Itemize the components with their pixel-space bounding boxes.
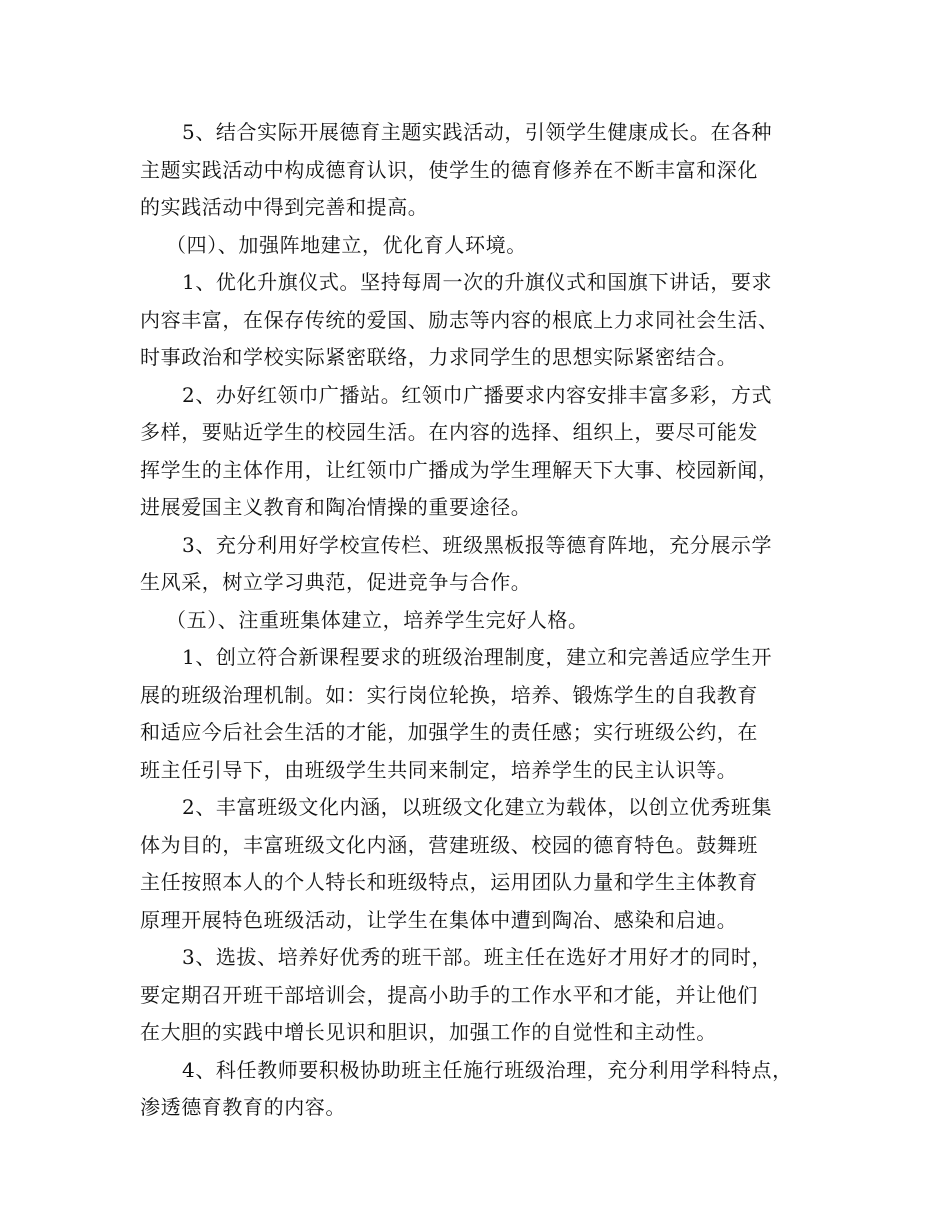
paragraph-line: 多样，要贴近学生的校园生活。在内容的选择、组织上，要尽可能发	[140, 420, 758, 444]
paragraph-line: 1、创立符合新课程要求的班级治理制度，建立和完善适应学生开	[182, 645, 773, 669]
paragraph-line: 5、结合实际开展德育主题实践活动，引领学生健康成长。在各种	[182, 120, 773, 144]
paragraph-line: 内容丰富，在保存传统的爱国、励志等内容的根底上力求同社会生活、	[140, 307, 779, 332]
paragraph-line: 渗透德育教育的内容。	[140, 1095, 346, 1119]
paragraph-line: 要定期召开班干部培训会，提高小助手的工作水平和才能，并让他们	[140, 982, 758, 1007]
paragraph-line: 展的班级治理机制。如：实行岗位轮换，培养、锻炼学生的自我教育	[140, 682, 758, 707]
paragraph-line: 3、充分利用好学校宣传栏、班级黑板报等德育阵地，充分展示学	[182, 532, 773, 557]
paragraph-line: 2、办好红领巾广播站。红领巾广播要求内容安排丰富多彩，方式	[182, 382, 773, 407]
paragraph-line: 1、优化升旗仪式。坚持每周一次的升旗仪式和国旗下讲话，要求	[182, 270, 773, 294]
paragraph-line: 在大胆的实践中增长见识和胆识，加强工作的自觉性和主动性。	[140, 1020, 717, 1044]
paragraph-line: 时事政治和学校实际紧密联络，力求同学生的思想实际紧密结合。	[140, 345, 738, 369]
paragraph-line: 原理开展特色班级活动，让学生在集体中遭到陶冶、感染和启迪。	[140, 907, 738, 932]
paragraph-line: 3、选拔、培养好优秀的班干部。班主任在选好才用好才的同时，	[182, 945, 773, 969]
document-body	[140, 114, 830, 1127]
paragraph-line: 进展爱国主义教育和陶冶情操的重要途径。	[140, 495, 532, 519]
paragraph-line: 4、科任教师要积极协助班主任施行班级治理，充分利用学科特点，	[182, 1057, 793, 1082]
paragraph-line: 主题实践活动中构成德育认识，使学生的德育修养在不断丰富和深化	[140, 157, 758, 182]
paragraph-line: 和适应今后社会生活的才能，加强学生的责任感；实行班级公约，在	[140, 720, 758, 744]
paragraph-line: 2、丰富班级文化内涵，以班级文化建立为载体，以创立优秀班集	[182, 795, 773, 819]
paragraph-line: 挥学生的主体作用，让红领巾广播成为学生理解天下大事、校园新闻，	[140, 457, 779, 482]
paragraph-line: 主任按照本人的个人特长和班级特点，运用团队力量和学生主体教育	[140, 870, 758, 894]
paragraph-line: 的实践活动中得到完善和提高。	[140, 195, 429, 219]
paragraph-line: 班主任引导下，由班级学生共同来制定，培养学生的民主认识等。	[140, 757, 738, 782]
paragraph-line: 体为目的，丰富班级文化内涵，营建班级、校园的德育特色。鼓舞班	[140, 832, 758, 857]
section-heading: （四）、加强阵地建立，优化育人环境。	[166, 232, 527, 257]
section-heading: （五）、注重班集体建立，培养学生完好人格。	[166, 607, 589, 632]
paragraph-line: 生风采，树立学习典范，促进竞争与合作。	[140, 570, 532, 594]
